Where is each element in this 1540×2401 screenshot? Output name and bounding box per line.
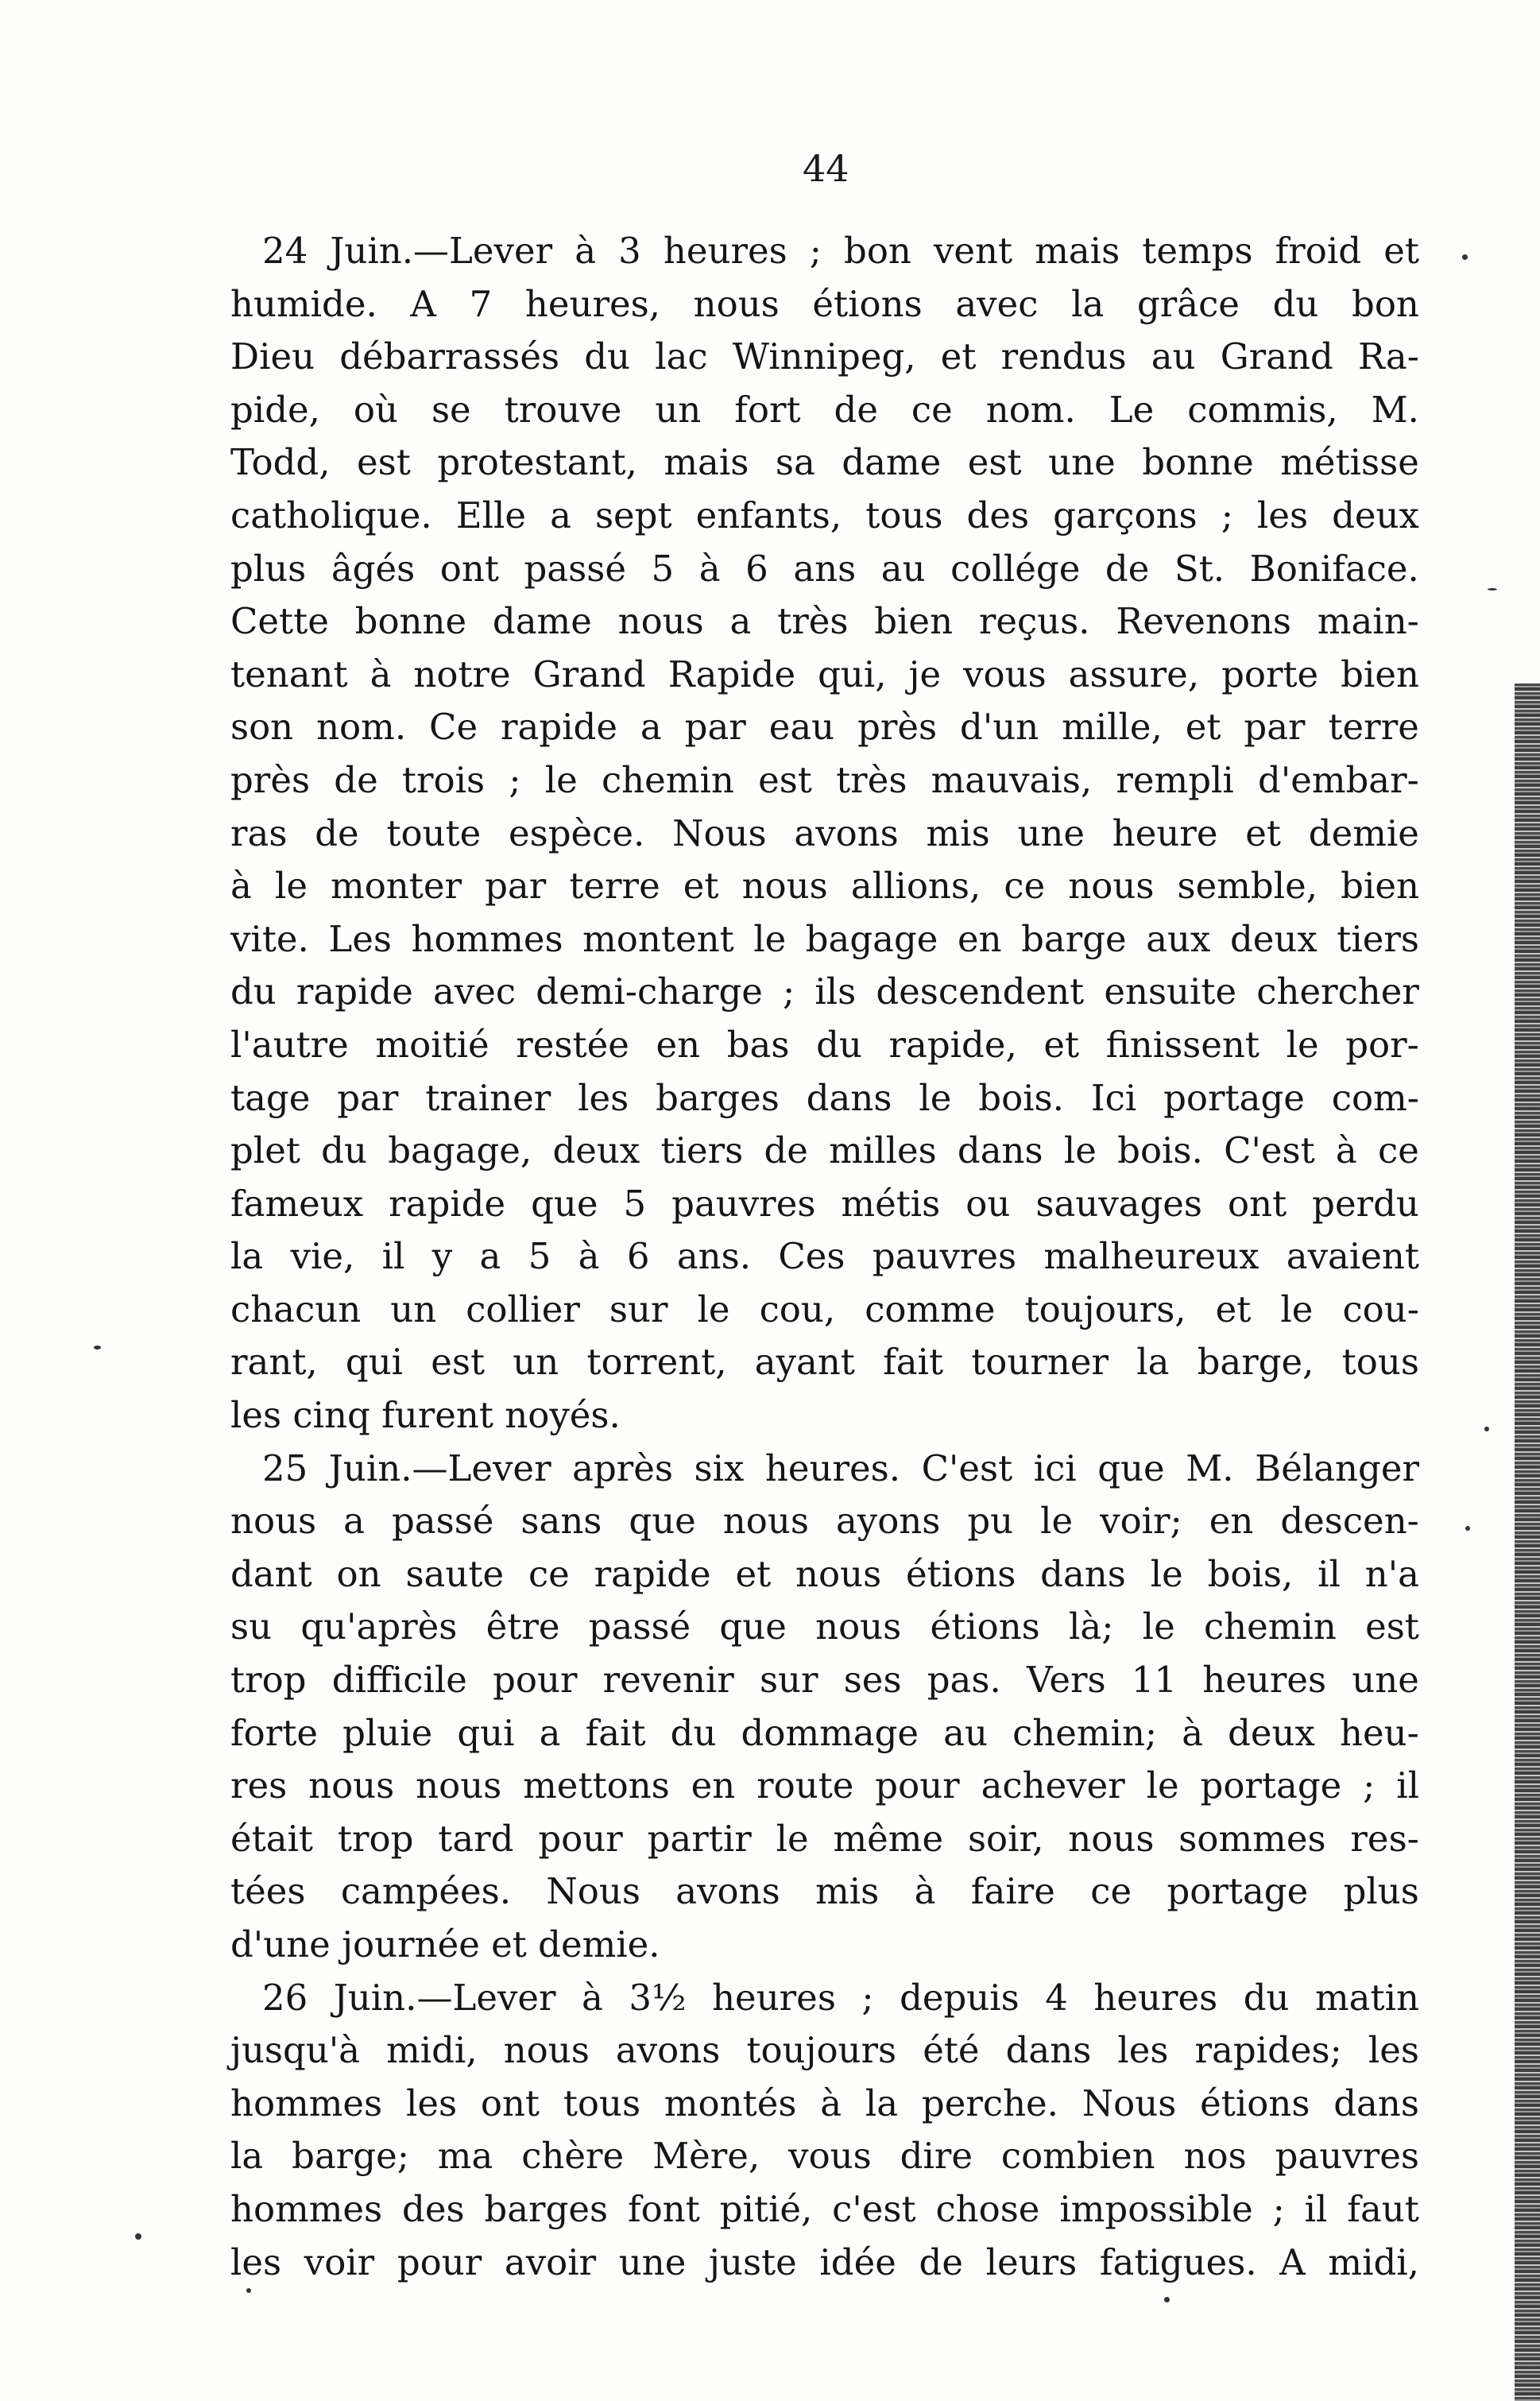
text-line: catholique. Elle a sept enfants, tous des garçons ; les deux <box>230 494 1419 536</box>
text-line: dant on saute ce rapide et nous étions dans le bois, il n'a <box>230 1552 1419 1595</box>
text-line: hommes des barges font pitié, c'est chose impossible ; il faut <box>230 2187 1419 2230</box>
text-line: ras de toute espèce. Nous avons mis une heure et demie <box>230 811 1419 854</box>
text-line: tage par trainer les barges dans le bois. Ici portage com- <box>230 1076 1419 1119</box>
text-line: les voir pour avoir une juste idée de leurs fatigues. A midi, <box>230 2240 1419 2283</box>
ink-speck <box>246 2288 251 2293</box>
page-number: 44 <box>803 147 849 190</box>
text-line: hommes les ont tous montés à la perche. Nous étions dans <box>230 2082 1419 2124</box>
text-line: fameux rapide que 5 pauvres métis ou sauvages ont perdu <box>230 1182 1419 1225</box>
text-line: tenant à notre Grand Rapide qui, je vous assure, porte bien <box>230 653 1419 695</box>
text-line: res nous nous mettons en route pour achever le portage ; il <box>230 1764 1419 1807</box>
text-line: rant, qui est un torrent, ayant fait tourner la barge, tous <box>230 1341 1419 1384</box>
ink-speck <box>1484 1427 1489 1431</box>
text-line: près de trois ; le chemin est très mauvais, rempli d'embar- <box>230 758 1419 801</box>
ink-speck <box>1488 588 1497 591</box>
text-line: la barge; ma chère Mère, vous dire combien nos pauvres <box>230 2135 1419 2178</box>
ink-speck <box>135 2233 141 2240</box>
ink-speck <box>94 1346 101 1350</box>
text-line: Cette bonne dame nous a très bien reçus. Revenons main- <box>230 600 1419 643</box>
text-line: Todd, est protestant, mais sa dame est une bonne métisse <box>230 441 1419 484</box>
text-line: jusqu'à midi, nous avons toujours été dans les rapides; les <box>230 2029 1419 2072</box>
text-line: vite. Les hommes montent le bagage en barge aux deux tiers <box>230 917 1419 960</box>
ink-speck <box>1164 2297 1170 2302</box>
text-line: plet du bagage, deux tiers de milles dans le bois. C'est à ce <box>230 1129 1419 1172</box>
text-line: les cinq furent noyés. <box>230 1394 621 1437</box>
text-line: 25 Juin.—Lever après six heures. C'est ici que M. Bélanger <box>262 1446 1419 1489</box>
text-line: la vie, il y a 5 à 6 ans. Ces pauvres malheureux avaient <box>230 1235 1419 1278</box>
ink-speck <box>1465 1526 1470 1531</box>
text-line: trop difficile pour revenir sur ses pas. Vers 11 heures une <box>230 1659 1419 1702</box>
text-line: Dieu débarrassés du lac Winnipeg, et rendus au Grand Ra- <box>230 335 1419 378</box>
text-line: 26 Juin.—Lever à 3½ heures ; depuis 4 heures du matin <box>262 1976 1419 2019</box>
text-line: du rapide avec demi-charge ; ils descendent ensuite chercher <box>230 970 1419 1013</box>
text-line: d'une journée et demie. <box>230 1923 660 1965</box>
text-line: chacun un collier sur le cou, comme toujours, et le cou- <box>230 1288 1419 1330</box>
text-line: nous a passé sans que nous ayons pu le voir; en descen- <box>230 1500 1419 1543</box>
text-line: su qu'après être passé que nous étions là; le chemin est <box>230 1605 1419 1648</box>
text-line: à le monter par terre et nous allions, ce nous semble, bien <box>230 865 1419 908</box>
text-line: tées campées. Nous avons mis à faire ce portage plus <box>230 1870 1419 1913</box>
text-line: forte pluie qui a fait du dommage au chemin; à deux heu- <box>230 1711 1419 1754</box>
text-line: humide. A 7 heures, nous étions avec la grâce du bon <box>230 282 1419 325</box>
body-text <box>230 225 1419 2289</box>
text-line: plus âgés ont passé 5 à 6 ans au collége de St. Boniface. <box>230 547 1419 590</box>
text-line: était trop tard pour partir le même soir, nous sommes res- <box>230 1817 1419 1860</box>
page-edge-shadow <box>1515 684 1540 2401</box>
ink-speck <box>1462 254 1468 260</box>
text-line: pide, où se trouve un fort de ce nom. Le commis, M. <box>230 388 1419 431</box>
text-line: 24 Juin.—Lever à 3 heures ; bon vent mais temps froid et <box>262 230 1419 272</box>
text-line: son nom. Ce rapide a par eau près d'un mille, et par terre <box>230 706 1419 749</box>
text-line: l'autre moitié restée en bas du rapide, et finissent le por- <box>230 1023 1419 1066</box>
